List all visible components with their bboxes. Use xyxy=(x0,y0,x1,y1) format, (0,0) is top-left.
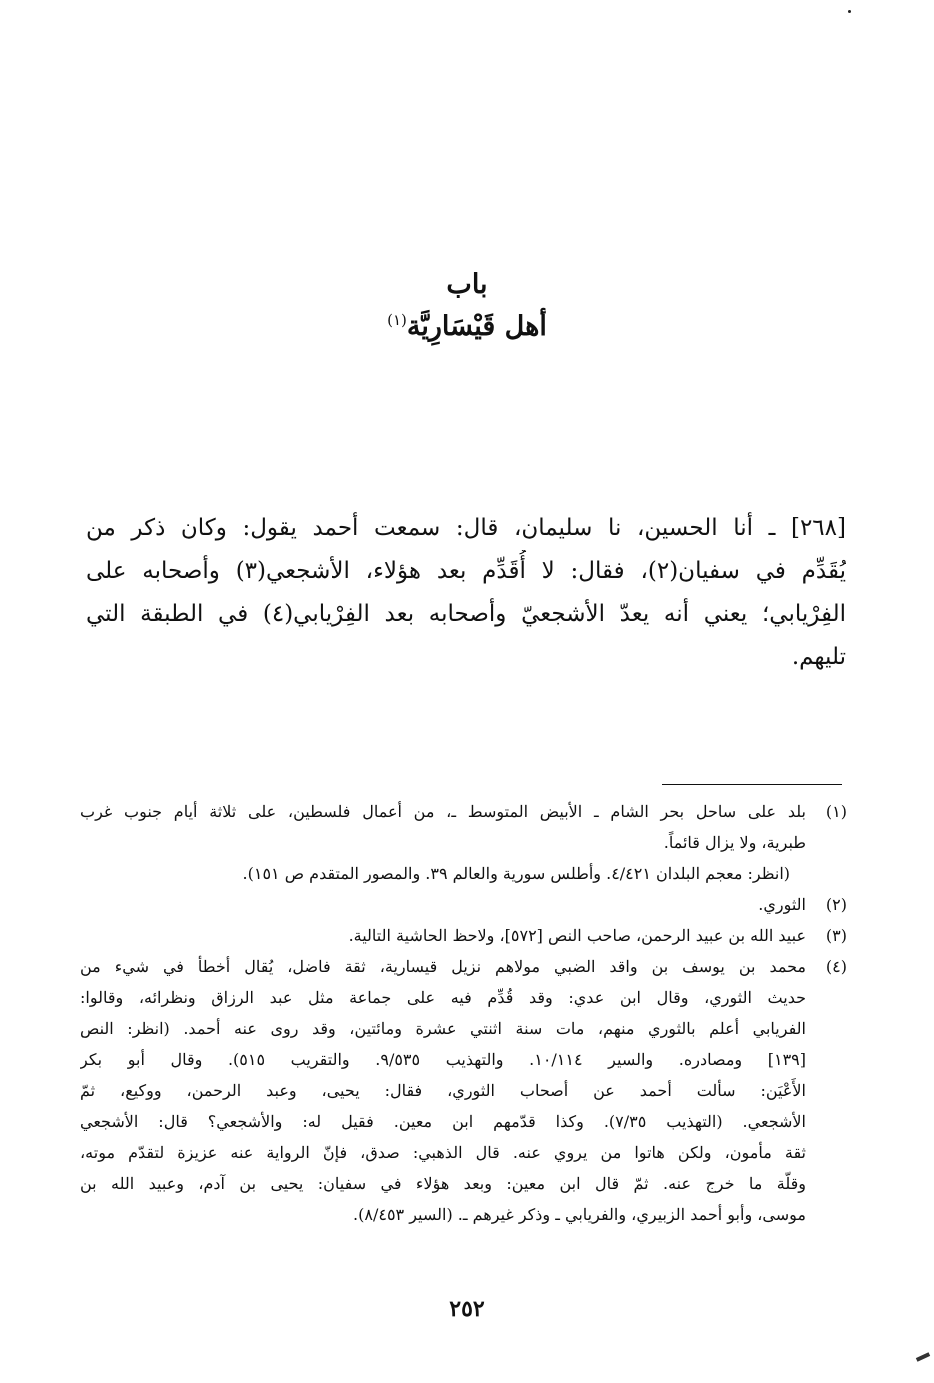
page-number: ٢٥٢ xyxy=(449,1296,485,1322)
narration-line: تليهم. xyxy=(791,644,846,670)
footnote-number: (٢) xyxy=(825,895,847,914)
footnote-line: ثقة مأمون، ولكن هاتوا من يروي عنه. قال الذهبي: صدق، فإنّ الرواية عنه عزيزة لتقدّم موته، xyxy=(80,1143,806,1162)
footnote-number: (٣) xyxy=(825,926,847,945)
footnote-line: طبرية، ولا يزال قائماً. xyxy=(663,833,806,852)
scan-speck xyxy=(848,10,851,13)
footnote-2 xyxy=(80,889,847,920)
footnote-line: (انظر: معجم البلدان ٤/٤٢١. وأطلس سورية والعالم ٣٩. والمصور المتقدم ص ١٥١). xyxy=(242,864,790,883)
footnote-line: عبيد الله بن عبيد الرحمن، صاحب النص [٥٧٢]، ولاحظ الحاشية التالية. xyxy=(348,926,806,945)
chapter-subtitle xyxy=(0,302,934,345)
footnote-line: بلد على ساحل بحر الشام ـ الأبيض المتوسط ـ، من أعمال فلسطين، على ثلاثة أيام جنوب غرب xyxy=(80,802,806,821)
footnote-line: حديث الثوري، وقال ابن عدي: وقد قُدِّم فيه على جماعة مثل عبد الرزاق ونظرائه، وقالوا: xyxy=(80,988,806,1007)
footnote-line: [١٣٩] ومصادره. والسير ١٠/١١٤. والتهذيب ٩/٥٣٥. والتقريب ٥١٥). وقال أبو بكر xyxy=(80,1050,806,1069)
footnote-line: الثوري. xyxy=(758,895,806,914)
footnote-line: الأشجعي. (التهذيب ٧/٣٥). وكذا قدّمهم ابن معين. فقيل له: والأشجعي؟ قال: الأشجعي xyxy=(80,1112,806,1131)
footnote-line: محمد بن يوسف بن واقد الضبي مولاهم نزيل قيسارية، ثقة فاضل، يُقال أخطأ في شيء من xyxy=(80,957,806,976)
chapter-heading: باب xyxy=(446,269,488,300)
chapter-title xyxy=(0,268,934,345)
narration-line: يُقَدِّم في سفيان(٢)، فقال: لا أُقَدِّم بعد هؤلاء، الأشجعي(٣) وأصحابه على xyxy=(86,558,846,584)
footnote-line: وقلّة ما خرج عنه. ثمّ قال ابن معين: وبعد هؤلاء في سفيان: يحيى بن آدم، وعبيد الله بن xyxy=(80,1174,806,1193)
footnote-line: الفريابي أعلم بالثوري منهم، مات سنة اثنتي عشرة ومائتين، وقد روى عنه أحمد. (انظر: النص xyxy=(80,1019,806,1038)
chapter-footnote-ref: (١) xyxy=(387,311,407,329)
footnote-line: الأَعْيَن: سألت أحمد عن أصحاب الثوري، فقال: يحيى، وعبد الرحمن، ووكيع، ثمّ xyxy=(80,1081,806,1100)
footnote-3 xyxy=(80,920,847,951)
footnote-number: (٤) xyxy=(825,957,847,976)
footnote-number: (١) xyxy=(825,802,847,821)
footnotes-section xyxy=(80,796,847,1230)
footnote-line: موسى، وأبو أحمد الزبيري، والفريابي ـ وذكر غيرهم ـ. (السير ٨/٤٥٣). xyxy=(353,1205,806,1224)
narration-line: الفِرْيابي؛ يعني أنه يعدّ الأشجعيّ وأصحابه بعد الفِرْيابي(٤) في الطبقة التي xyxy=(86,601,846,627)
footnote-4 xyxy=(80,951,847,1230)
footnote-1 xyxy=(80,796,847,889)
scan-edge-mark xyxy=(916,1352,930,1362)
narration-line: [٢٦٨] ـ أنا الحسين، نا سليمان، قال: سمعت أحمد يقول: وكان ذكر من xyxy=(86,515,846,541)
chapter-subtitle-text: أهل قَيْسَارِيَّة xyxy=(406,311,547,342)
footnote-separator xyxy=(662,784,842,785)
narration-paragraph xyxy=(86,507,846,679)
